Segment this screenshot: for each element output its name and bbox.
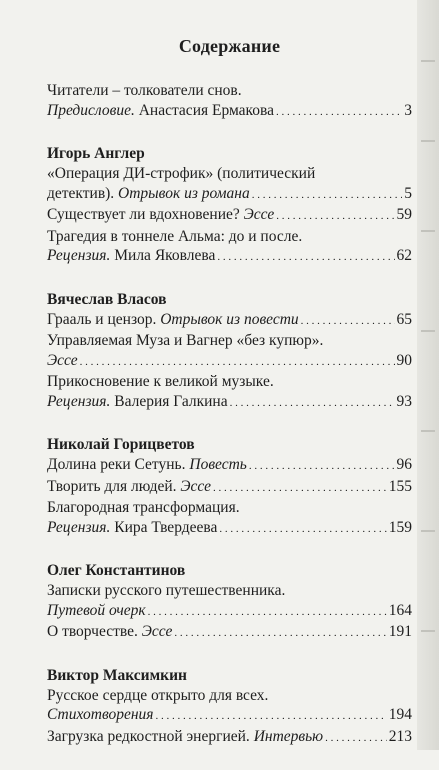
dot-leader <box>276 101 402 123</box>
dot-leader <box>325 727 387 749</box>
page-number: 96 <box>396 456 412 473</box>
entry-title: О творчестве. <box>47 623 142 640</box>
page-number: 5 <box>404 184 412 202</box>
entry-genre: Путевой очерк <box>47 601 146 619</box>
entry-text <box>47 622 172 642</box>
entry-text <box>47 455 247 475</box>
entry-genre: Предисловие. <box>47 101 135 119</box>
dot-leader <box>230 392 395 414</box>
author-name: Олег Константинов <box>47 562 186 579</box>
page-number: 155 <box>388 477 412 495</box>
entry-text <box>47 518 217 538</box>
toc-entry <box>47 184 412 206</box>
entry-text <box>47 705 154 725</box>
toc-entry <box>47 727 412 749</box>
toc-section <box>47 435 412 539</box>
author-name: Виктор Максимкин <box>47 666 187 684</box>
entry-text <box>47 101 274 121</box>
author-name: Игорь Англер <box>47 145 145 162</box>
entry-genre: Отрывок из романа <box>118 184 250 202</box>
page-number: 194 <box>388 706 412 723</box>
toc-entry <box>47 205 412 227</box>
entry-title-line: «Операция ДИ-строфик» (политический <box>47 165 316 182</box>
entry-genre: Эссе <box>141 623 173 640</box>
toc-entry <box>47 392 412 414</box>
page-title: Содержание <box>178 36 281 56</box>
entry-title-line: Трагедия в тоннеле Альма: до и после. <box>47 227 303 245</box>
entry-text <box>47 205 274 225</box>
entry-title: Существует ли вдохновение? <box>47 206 244 223</box>
entry-text <box>47 727 323 747</box>
entry-title: Мила Яковлева <box>110 247 216 264</box>
entry-title: Кира Твердеева <box>110 518 218 536</box>
toc-section <box>47 290 412 414</box>
table-of-contents <box>47 81 412 748</box>
entry-genre: Рецензия. <box>47 247 111 264</box>
entry-title: Грааль и цензор. <box>47 310 161 328</box>
entry-title: Творить для людей. <box>47 477 181 495</box>
entry-text <box>47 477 211 497</box>
entry-genre: Стихотворения <box>47 706 154 723</box>
entry-text <box>47 601 146 621</box>
entry-genre: Рецензия. <box>47 518 111 536</box>
author-name: Вячеслав Власов <box>47 290 167 308</box>
dot-leader <box>80 351 395 373</box>
toc-section <box>47 666 412 749</box>
entry-title: Валерия Галкина <box>110 392 228 410</box>
toc-entry <box>47 705 412 727</box>
page-number: 213 <box>388 727 412 745</box>
entry-genre: Рецензия. <box>47 392 111 410</box>
page-number: 3 <box>404 101 412 119</box>
adjacent-page-edge <box>417 0 439 750</box>
dot-leader <box>217 246 394 268</box>
dot-leader <box>148 601 387 623</box>
entry-title: Анастасия Ермакова <box>134 101 275 119</box>
entry-text <box>47 246 215 266</box>
entry-title: детектив). <box>47 184 119 202</box>
toc-entry <box>47 518 412 540</box>
toc-entry <box>47 101 412 123</box>
entry-text <box>47 184 250 204</box>
entry-title-line: Благородная трансформация. <box>47 499 240 516</box>
entry-title-line: Записки русского путешественника. <box>47 582 286 599</box>
entry-genre: Повесть <box>189 456 247 473</box>
dot-leader <box>174 622 386 644</box>
toc-entry <box>47 310 412 332</box>
toc-section <box>47 81 412 122</box>
entry-genre: Эссе <box>180 477 211 495</box>
entry-title-line: Управляемая Муза и Вагнер «без купюр». <box>47 332 324 349</box>
entry-genre: Отрывок из повести <box>160 310 299 328</box>
dot-leader <box>301 310 395 332</box>
dot-leader <box>276 205 394 227</box>
toc-entry <box>47 601 412 623</box>
dot-leader <box>249 455 395 477</box>
dot-leader <box>219 518 386 540</box>
entry-title-line: Русское сердце открыто для всех. <box>47 686 269 704</box>
entry-text <box>47 392 228 412</box>
page-number: 164 <box>388 601 412 619</box>
page-number: 90 <box>396 351 412 369</box>
toc-section <box>47 144 412 268</box>
entry-text <box>47 351 78 371</box>
entry-title-line: Прикосновение к великой музыке. <box>47 373 274 390</box>
page-number: 65 <box>396 310 412 328</box>
entry-text <box>47 310 299 330</box>
dot-leader <box>213 477 387 499</box>
page-number: 62 <box>396 247 412 264</box>
toc-entry <box>47 246 412 268</box>
entry-title: Долина реки Сетунь. <box>47 456 190 473</box>
dot-leader <box>252 184 403 206</box>
toc-entry <box>47 455 412 477</box>
page-number: 59 <box>396 206 412 223</box>
entry-genre: Эссе <box>243 206 275 223</box>
entry-title-line: Читатели – толкователи снов. <box>47 82 242 99</box>
page-number: 191 <box>388 623 412 640</box>
toc-entry <box>47 622 412 644</box>
toc-entry <box>47 477 412 499</box>
dot-leader <box>156 705 387 727</box>
page-number: 159 <box>388 518 412 536</box>
page-number: 93 <box>396 392 412 410</box>
toc-entry <box>47 351 412 373</box>
toc-section <box>47 561 412 644</box>
toc-page <box>47 36 412 770</box>
entry-title: Загрузка редкостной энергией. <box>47 727 254 745</box>
entry-genre: Интервью <box>253 727 324 745</box>
entry-genre: Эссе <box>47 351 78 369</box>
author-name: Николай Горицветов <box>47 436 195 453</box>
